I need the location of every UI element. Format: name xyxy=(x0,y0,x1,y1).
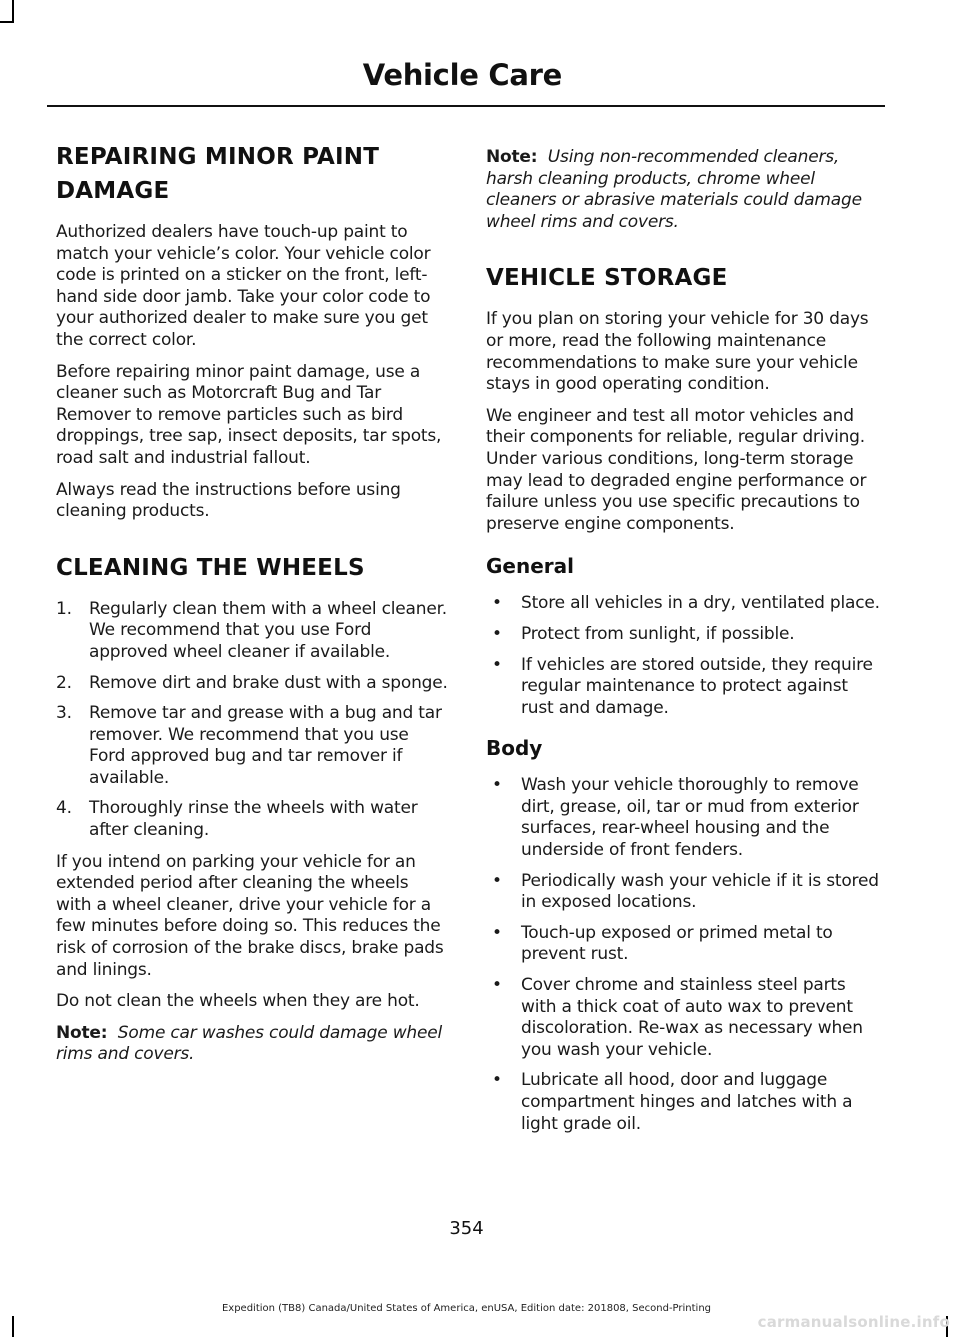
step-number: 1. xyxy=(56,598,72,619)
wheel-cleaner-note xyxy=(486,147,880,233)
crop-mark-top-left-v xyxy=(12,0,14,22)
right-column xyxy=(486,147,880,1145)
paint-paragraph-3: Always read the instructions before using cleaning products. xyxy=(56,479,401,522)
list-item xyxy=(486,655,880,720)
step-text: Thoroughly rinse the wheels with water after cleaning. xyxy=(89,798,418,841)
step-number: 3. xyxy=(56,703,72,724)
bullet-icon: • xyxy=(492,654,502,675)
list-item xyxy=(486,1070,880,1135)
crop-mark-bottom-left-v xyxy=(12,1316,14,1337)
step-text: Remove dirt and brake dust with a sponge. xyxy=(89,672,448,693)
note-label: Note: xyxy=(56,1022,108,1043)
list-item xyxy=(486,871,880,914)
paint-paragraph-1: Authorized dealers have touch-up paint to match your vehicle’s color. Your vehicle color code is printed on a sticker on the front, left-hand side door jamb. Take your color code to your authorized dealer to make sure you get the correct color. xyxy=(56,222,431,350)
page-header-title: Vehicle Care xyxy=(362,58,562,92)
storage-paragraph-2: We engineer and test all motor vehicles and their components for reliable, regular driving. Under various conditions, long-term storage may lead to degraded engine performance or failure unless you use specific precautions to preserve engine components. xyxy=(486,405,867,534)
list-item xyxy=(56,703,448,789)
list-item-text: Store all vehicles in a dry, ventilated place. xyxy=(521,593,880,614)
list-item xyxy=(486,775,880,861)
page-number: 354 xyxy=(449,1218,484,1239)
wheels-note xyxy=(56,1023,448,1066)
list-item xyxy=(56,798,448,841)
list-item xyxy=(56,673,448,695)
bullet-icon: • xyxy=(492,1070,502,1091)
list-item-text: Protect from sunlight, if possible. xyxy=(521,623,795,644)
watermark: carmanualsonline.info xyxy=(757,1313,950,1331)
step-text: Regularly clean them with a wheel cleaner. We recommend that you use Ford approved wheel cleaner if available. xyxy=(89,598,448,662)
list-item-text: If vehicles are stored outside, they require regular maintenance to protect against rust and damage. xyxy=(521,654,873,718)
subheading-general: General xyxy=(486,554,574,579)
heading-line-1: REPAIRING MINOR PAINT xyxy=(56,144,380,170)
list-item xyxy=(486,975,880,1061)
step-number: 4. xyxy=(56,798,72,819)
list-item-text: Periodically wash your vehicle if it is stored in exposed locations. xyxy=(521,870,879,913)
list-item-text: Cover chrome and stainless steel parts with a thick coat of auto wax to prevent discoloration. Re-wax as necessary when you wash your vehicle. xyxy=(521,975,863,1060)
list-item xyxy=(486,624,880,646)
bullet-icon: • xyxy=(492,593,502,614)
list-item-text: Lubricate all hood, door and luggage compartment hinges and latches with a light grade oil. xyxy=(521,1070,853,1134)
wheels-paragraph-1: If you intend on parking your vehicle for an extended period after cleaning the wheels with a wheel cleaner, drive your vehicle for a few minutes before doing so. This reduces the risk of corrosion of the brake discs, brake pads and linings. xyxy=(56,851,444,980)
step-text: Remove tar and grease with a bug and tar remover. We recommend that you use Ford approved bug and tar remover if available. xyxy=(89,703,442,788)
wheel-steps-list xyxy=(56,599,448,842)
section-heading-storage: VEHICLE STORAGE xyxy=(486,265,728,292)
crop-mark-top-left-h xyxy=(0,21,14,23)
body-list xyxy=(486,775,880,1135)
wheels-paragraph-2: Do not clean the wheels when they are hot. xyxy=(56,991,420,1012)
paint-paragraph-2: Before repairing minor paint damage, use a cleaner such as Motorcraft Bug and Tar Remover to remove particles such as bird droppings, tree sap, insect deposits, tar spots, road salt and industrial fallout. xyxy=(56,361,442,468)
subheading-body: Body xyxy=(486,736,543,761)
section-heading-paint xyxy=(56,140,448,208)
heading-line-2: DAMAGE xyxy=(56,178,170,204)
header-rule xyxy=(47,105,885,107)
storage-paragraph-1: If you plan on storing your vehicle for 30 days or more, read the following maintenance recommendations to make sure your vehicle stays in good operating condition. xyxy=(486,309,869,395)
section-heading-wheels: CLEANING THE WHEELS xyxy=(56,554,365,581)
note-label: Note: xyxy=(486,147,538,167)
left-column xyxy=(56,140,448,1076)
bullet-icon: • xyxy=(492,922,502,943)
note-text: Some car washes could damage wheel rims and covers. xyxy=(56,1022,443,1065)
list-item-text: Touch-up exposed or primed metal to prevent rust. xyxy=(521,922,833,965)
list-item xyxy=(486,593,880,615)
bullet-icon: • xyxy=(492,623,502,644)
general-list xyxy=(486,593,880,719)
list-item-text: Wash your vehicle thoroughly to remove dirt, grease, oil, tar or mud from exterior surfaces, rear-wheel housing and the underside of front fenders. xyxy=(521,775,859,861)
list-item xyxy=(56,599,448,664)
bullet-icon: • xyxy=(492,775,502,796)
bullet-icon: • xyxy=(492,975,502,996)
edition-footer: Expedition (TB8) Canada/United States of America, enUSA, Edition date: 201808, Second-Printing xyxy=(221,1303,712,1314)
step-number: 2. xyxy=(56,672,72,693)
list-item xyxy=(486,923,880,966)
note-text: Using non-recommended cleaners, harsh cleaning products, chrome wheel cleaners or abrasive materials could damage wheel rims and covers. xyxy=(486,147,862,232)
bullet-icon: • xyxy=(492,870,502,891)
